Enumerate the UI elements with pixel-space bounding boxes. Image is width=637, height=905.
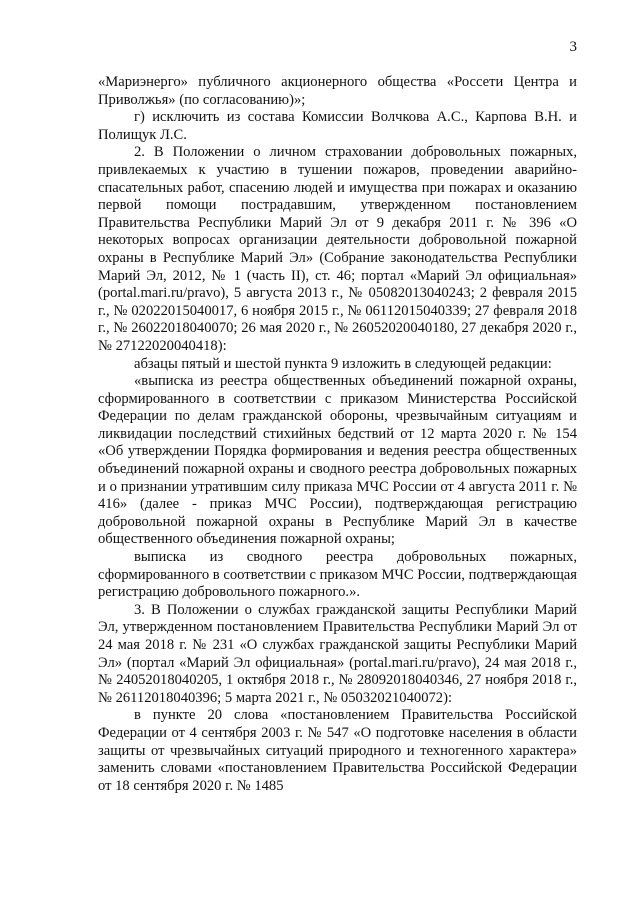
paragraph-commission-member-continuation: «Мариэнерго» публичного акционерного общества «Россети Центра и Приволжья» (по согласованию)»; bbox=[98, 74, 577, 108]
paragraph-insurance-regulation: 2. В Положении о личном страховании добровольных пожарных, привлекаемых к участию в тушении пожаров, проведении аварийно-спасательных работ, спасению людей и имущества при пожарах и оказанию первой помощи пострадавшим, утвержденном постановлением Правительства Республики Марий Эл от 9 декабря 2011 г. № 396 «О некоторых вопросах организации деятельности добровольной пожарной охраны в Республике Марий Эл» (Собрание законодательства Республики Марий Эл, 2012, № 1 (часть II), ст. 46; портал «Марий Эл официальная» (portal.mari.ru/pravo), 5 августа 2013 г., № 05082013040243; 2 февраля 2015 г., № 02022015040017, 6 ноября 2015 г., № 06112015040339; 27 февраля 2018 г., № 26022018040070; 26 мая 2020 г., № 26052020040180, 27 декабря 2020 г., № 27122020040418): bbox=[98, 144, 577, 354]
paragraph-civil-defense-services: 3. В Положении о службах гражданской защиты Республики Марий Эл, утвержденном постановлением Правительства Республики Марий Эл от 24 мая 2018 г. № 231 «О службах гражданской защиты Республики Марий Эл» (портал «Марий Эл официальная» (portal.mari.ru/pravo), 24 мая 2018 г., № 24052018040205, 1 октября 2018 г., № 28092018040346, 27 ноября 2018 г., № 26112018040396; 5 марта 2021 г., № 05032021040072): bbox=[98, 601, 577, 706]
page-number: 3 bbox=[569, 39, 577, 55]
paragraph-item-9-amendment: абзацы пятый и шестой пункта 9 изложить в следующей редакции: bbox=[134, 355, 552, 372]
paragraph-registry-extract: «выписка из реестра общественных объединений пожарной охраны, сформированного в соответствии с приказом Министерства Российской Федерации по делам гражданской обороны, чрезвычайным ситуациям и ликвидации последствий стихийных бедствий от 12 марта 2020 г. № 154 «Об утверждении Порядка формирования и ведения реестра общественных объединений пожарной охраны и сводного реестра добровольных пожарных и о признании утратившим силу приказа МЧС России от 4 августа 2011 г. № 416» (далее - приказ МЧС России), подтверждающая регистрацию добровольной пожарной охраны в Республике Марий Эл в качестве общественного объединения пожарной охраны; bbox=[98, 373, 577, 548]
document-body bbox=[98, 74, 577, 795]
paragraph-consolidated-registry-extract: выписка из сводного реестра добровольных пожарных, сформированного в соответствии с приказом МЧС России, подтверждающая регистрацию добровольного пожарного.». bbox=[98, 549, 577, 601]
paragraph-item-20-amendment: в пункте 20 слова «постановлением Правительства Российской Федерации от 4 сентября 2003 г. № 547 «О подготовке населения в области защиты от чрезвычайных ситуаций природного и техногенного характера» заменить словами «постановлением Правительства Российской Федерации от 18 сентября 2020 г. № 1485 bbox=[98, 707, 577, 794]
paragraph-exclude-members: г) исключить из состава Комиссии Волчкова А.С., Карпова В.Н. и Полищук Л.С. bbox=[98, 109, 577, 143]
